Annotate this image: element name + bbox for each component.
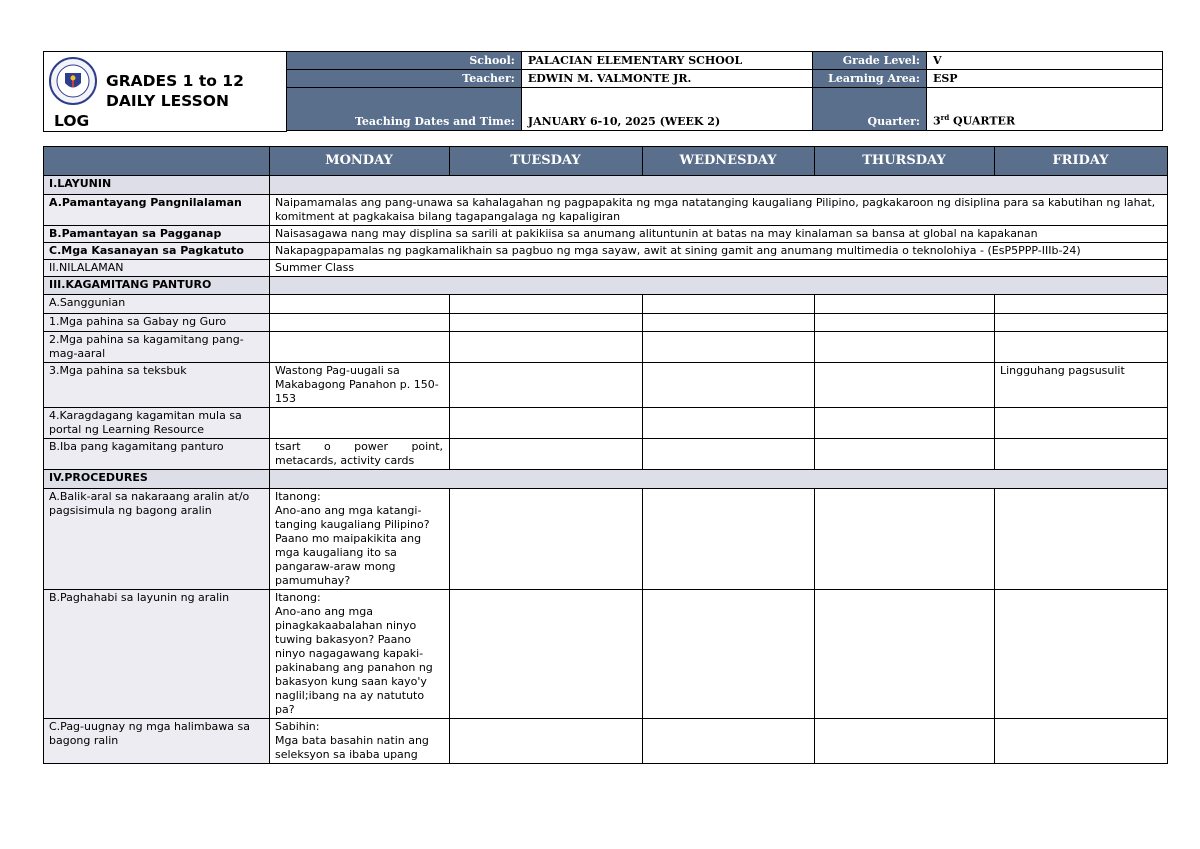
table-row xyxy=(44,332,1168,363)
learning-area-label: Learning Area: xyxy=(812,70,926,88)
table-row xyxy=(44,260,1168,277)
row-label-sanggunian: A.Sanggunian xyxy=(44,295,270,314)
table-row xyxy=(44,470,1168,489)
table-row xyxy=(44,176,1168,195)
teacher-value: EDWIN M. VALMONTE JR. xyxy=(521,70,812,88)
school-label: School: xyxy=(287,52,522,70)
row-label-paghahabi: B.Paghahabi sa layunin ng aralin xyxy=(44,590,270,719)
table-row xyxy=(44,439,1168,470)
day-header-row xyxy=(44,147,1168,176)
deped-seal-icon xyxy=(48,56,98,106)
day-header-tuesday: TUESDAY xyxy=(450,147,643,176)
row-label-gabay-ng-guro: 1.Mga pahina sa Gabay ng Guro xyxy=(44,314,270,332)
table-row xyxy=(44,295,1168,314)
table-row xyxy=(44,243,1168,260)
pag-uugnay-monday: Sabihin: Mga bata basahin natin ang seleksyon sa ibaba upang xyxy=(270,719,450,764)
row-label-pamantayang-pangnilalaman: A.Pamantayang Pangnilalaman xyxy=(44,195,270,226)
quarter-value: 3rd QUARTER xyxy=(926,88,1162,131)
pamantayan-sa-pagganap-text: Naisasagawa nang may displina sa sarili at pakikiisa sa anumang alituntunin at batas na may kinalaman sa bansa at global na kapakanan xyxy=(270,226,1168,243)
learning-area-value: ESP xyxy=(926,70,1162,88)
row-label-mga-kasanayan: C.Mga Kasanayan sa Pagkatuto xyxy=(44,243,270,260)
row-label-iba-pang-kagamitan: B.Iba pang kagamitang panturo xyxy=(44,439,270,470)
table-row xyxy=(44,489,1168,590)
section-procedures: IV.PROCEDURES xyxy=(44,470,270,489)
teaching-dates-value: JANUARY 6-10, 2025 (WEEK 2) xyxy=(521,88,812,131)
header-blank-cell xyxy=(44,147,270,176)
row-label-balik-aral: A.Balik-aral sa nakaraang aralin at/o pagsisimula ng bagong aralin xyxy=(44,489,270,590)
row-label-pamantayan-sa-pagganap: B.Pamantayan sa Pagganap xyxy=(44,226,270,243)
table-row xyxy=(44,408,1168,439)
paghahabi-monday: Itanong: Ano-ano ang mga pinagkakaabalahan ninyo tuwing bakasyon? Paano ninyo nagagawang kapaki-pakinabang ang panahon ng bakasyon kung saan kayo'y naglil;ibang na ay natututo pa? xyxy=(270,590,450,719)
day-header-monday: MONDAY xyxy=(270,147,450,176)
lesson-plan-table xyxy=(43,146,1168,764)
dll-header xyxy=(43,51,1163,132)
table-row xyxy=(44,277,1168,295)
dll-info-table xyxy=(286,51,1163,131)
dll-title-line1: GRADES 1 to 12 xyxy=(106,72,244,90)
dll-title-line3: LOG xyxy=(54,112,90,130)
grade-level-value: V xyxy=(926,52,1162,70)
day-header-wednesday: WEDNESDAY xyxy=(643,147,815,176)
row-label-teksbuk: 3.Mga pahina sa teksbuk xyxy=(44,363,270,408)
dll-title-line2: DAILY LESSON xyxy=(106,92,229,110)
quarter-label: Quarter: xyxy=(812,88,926,131)
balik-aral-monday: Itanong: Ano-ano ang mga katangi-tanging kaugaliang Pilipino? Paano mo maipakikita ang mga kaugaliang ito sa pangaraw-araw mong pamumuhay? xyxy=(270,489,450,590)
table-row xyxy=(44,226,1168,243)
mga-kasanayan-text: Nakapagpapamalas ng pagkamalikhain sa pagbuo ng mga sayaw, awit at sining gamit ang anumang multimedia o teknolohiya - (EsP5PPP-IIIb-24) xyxy=(270,243,1168,260)
day-header-thursday: THURSDAY xyxy=(815,147,995,176)
pamantayang-pangnilalaman-text: Naipamamalas ang pang-unawa sa kahalagahan ng pagpapakita ng mga natatanging kaugaliang Pilipino, pagkakaroon ng disiplina para sa kabutihan ng lahat, komitment at pagkakaisa bilang tagapangalaga ng kapaligiran xyxy=(270,195,1168,226)
section-kagamitang-panturo: III.KAGAMITANG PANTURO xyxy=(44,277,270,295)
iba-pang-monday: tsart o power point, metacards, activity cards xyxy=(270,439,450,470)
table-row xyxy=(44,314,1168,332)
row-label-karagdagang-kagamitan: 4.Karagdagang kagamitan mula sa portal ng Learning Resource xyxy=(44,408,270,439)
teacher-label: Teacher: xyxy=(287,70,522,88)
table-row xyxy=(44,363,1168,408)
row-label-nilalaman: II.NILALAMAN xyxy=(44,260,270,277)
nilalaman-text: Summer Class xyxy=(270,260,1168,277)
grade-level-label: Grade Level: xyxy=(812,52,926,70)
day-header-friday: FRIDAY xyxy=(995,147,1168,176)
table-row xyxy=(44,590,1168,719)
dll-title-box xyxy=(43,51,287,132)
row-label-kagamitang-pang-mag-aaral: 2.Mga pahina sa kagamitang pang-mag-aaral xyxy=(44,332,270,363)
school-value: PALACIAN ELEMENTARY SCHOOL xyxy=(521,52,812,70)
row-label-pag-uugnay: C.Pag-uugnay ng mga halimbawa sa bagong ralin xyxy=(44,719,270,764)
section-layunin: I.LAYUNIN xyxy=(44,176,270,195)
table-row xyxy=(44,195,1168,226)
teksbuk-monday: Wastong Pag-uugali sa Makabagong Panahon p. 150-153 xyxy=(270,363,450,408)
teksbuk-friday: Lingguhang pagsusulit xyxy=(995,363,1168,408)
teaching-dates-label: Teaching Dates and Time: xyxy=(287,88,522,131)
table-row xyxy=(44,719,1168,764)
